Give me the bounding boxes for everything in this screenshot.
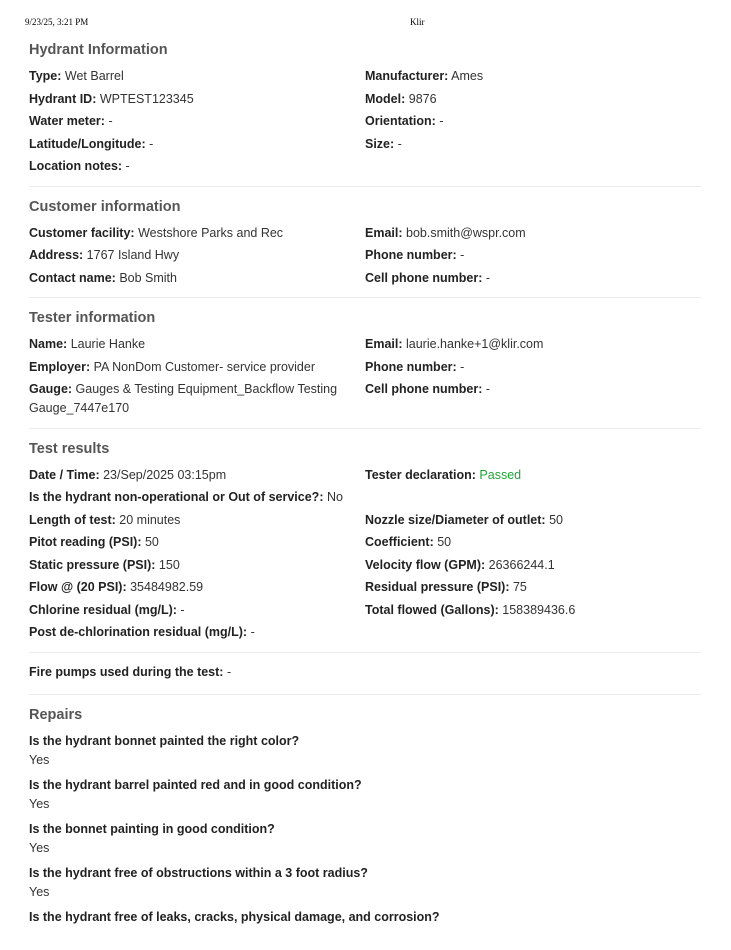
field-customer-facility: Customer facility: Westshore Parks and Rec — [29, 225, 284, 240]
field-tester-name: Name: Laurie Hanke — [29, 337, 146, 351]
field-tester-cell: Cell phone number: - — [365, 382, 491, 396]
section-title: Test results — [29, 440, 110, 457]
field-latlong: Latitude/Longitude: - — [29, 136, 154, 151]
field-length: Length of test: 20 minutes — [29, 512, 181, 527]
question-answer: Yes — [29, 884, 50, 899]
field-tester-employer: Employer: PA NonDom Customer- service provider — [29, 359, 315, 374]
field-customer-email: Email: bob.smith@wspr.com — [365, 225, 526, 240]
fire-pumps-section — [29, 663, 701, 695]
field-size: Size: - — [365, 136, 402, 151]
field-tester-email: Email: laurie.hanke+1@klir.com — [365, 337, 544, 351]
field-hydrant-id: Hydrant ID: WPTEST123345 — [29, 91, 194, 106]
field-out-of-service: Is the hydrant non-operational or Out of service?: No — [29, 490, 343, 504]
repair-question — [29, 864, 701, 901]
tester-section — [29, 308, 701, 429]
question-text: Is the hydrant free of obstructions within a 3 foot radius? — [29, 865, 368, 880]
field-customer-address: Address: 1767 Island Hwy — [29, 248, 180, 262]
question-answer: Yes — [29, 796, 50, 811]
field-pitot: Pitot reading (PSI): 50 — [29, 535, 159, 549]
field-tester-phone: Phone number: - — [365, 359, 465, 374]
report-content — [29, 38, 701, 950]
field-model: Model: 9876 — [365, 91, 437, 106]
field-nozzle: Nozzle size/Diameter of outlet: 50 — [365, 512, 563, 527]
section-title: Repairs — [29, 706, 83, 723]
field-customer-contact: Contact name: Bob Smith — [29, 270, 177, 285]
section-title: Tester information — [29, 310, 156, 326]
field-customer-cell: Cell phone number: - — [365, 270, 491, 285]
field-type: Type: Wet Barrel — [29, 69, 124, 83]
hydrant-section — [29, 40, 701, 187]
question-text: Is the hydrant bonnet painted the right color? — [29, 733, 300, 748]
field-post-dechlorination: Post de-chlorination residual (mg/L): - — [29, 625, 255, 639]
repair-question — [29, 732, 701, 769]
question-text: Is the hydrant barrel painted red and in good condition? — [29, 777, 362, 792]
repair-question — [29, 820, 701, 857]
field-datetime: Date / Time: 23/Sep/2025 03:15pm — [29, 467, 227, 482]
field-chlorine-residual: Chlorine residual (mg/L): - — [29, 602, 185, 617]
question-text: Is the bonnet painting in good condition? — [29, 821, 275, 836]
section-title: Customer information — [29, 198, 181, 215]
field-residual-pressure: Residual pressure (PSI): 75 — [365, 580, 527, 594]
field-fire-pumps: Fire pumps used during the test: - — [29, 664, 232, 679]
repairs-section — [29, 705, 701, 940]
customer-section — [29, 197, 701, 299]
field-location-notes: Location notes: - — [29, 159, 130, 173]
question-text: Is the hydrant free of leaks, cracks, physical damage, and corrosion? — [29, 909, 440, 924]
field-velocity-flow: Velocity flow (GPM): 26366244.1 — [365, 557, 555, 572]
field-manufacturer: Manufacturer: Ames — [365, 69, 484, 83]
print-header — [0, 17, 731, 31]
field-static-pressure: Static pressure (PSI): 150 — [29, 557, 180, 572]
field-tester-gauge: Gauge: Gauges & Testing Equipment_Backflow Testing Gauge_7447e170 — [29, 382, 338, 415]
field-tester-declaration: Tester declaration: Passed — [365, 467, 522, 482]
results-section — [29, 439, 701, 653]
field-total-flowed: Total flowed (Gallons): 158389436.6 — [365, 602, 576, 617]
field-coefficient: Coefficient: 50 — [365, 535, 452, 549]
field-water-meter: Water meter: - — [29, 114, 113, 128]
repair-question — [29, 908, 701, 927]
question-answer: Yes — [29, 840, 50, 855]
print-date: 9/23/25, 3:21 PM — [25, 17, 89, 27]
section-title: Hydrant Information — [29, 42, 168, 58]
field-customer-phone: Phone number: - — [365, 248, 465, 262]
field-orientation: Orientation: - — [365, 114, 444, 128]
question-answer: Yes — [29, 752, 50, 767]
status-badge: Passed — [479, 467, 522, 482]
field-flow-20psi: Flow @ (20 PSI): 35484982.59 — [29, 580, 204, 594]
repair-question — [29, 776, 701, 813]
print-title: Klir — [410, 17, 425, 27]
